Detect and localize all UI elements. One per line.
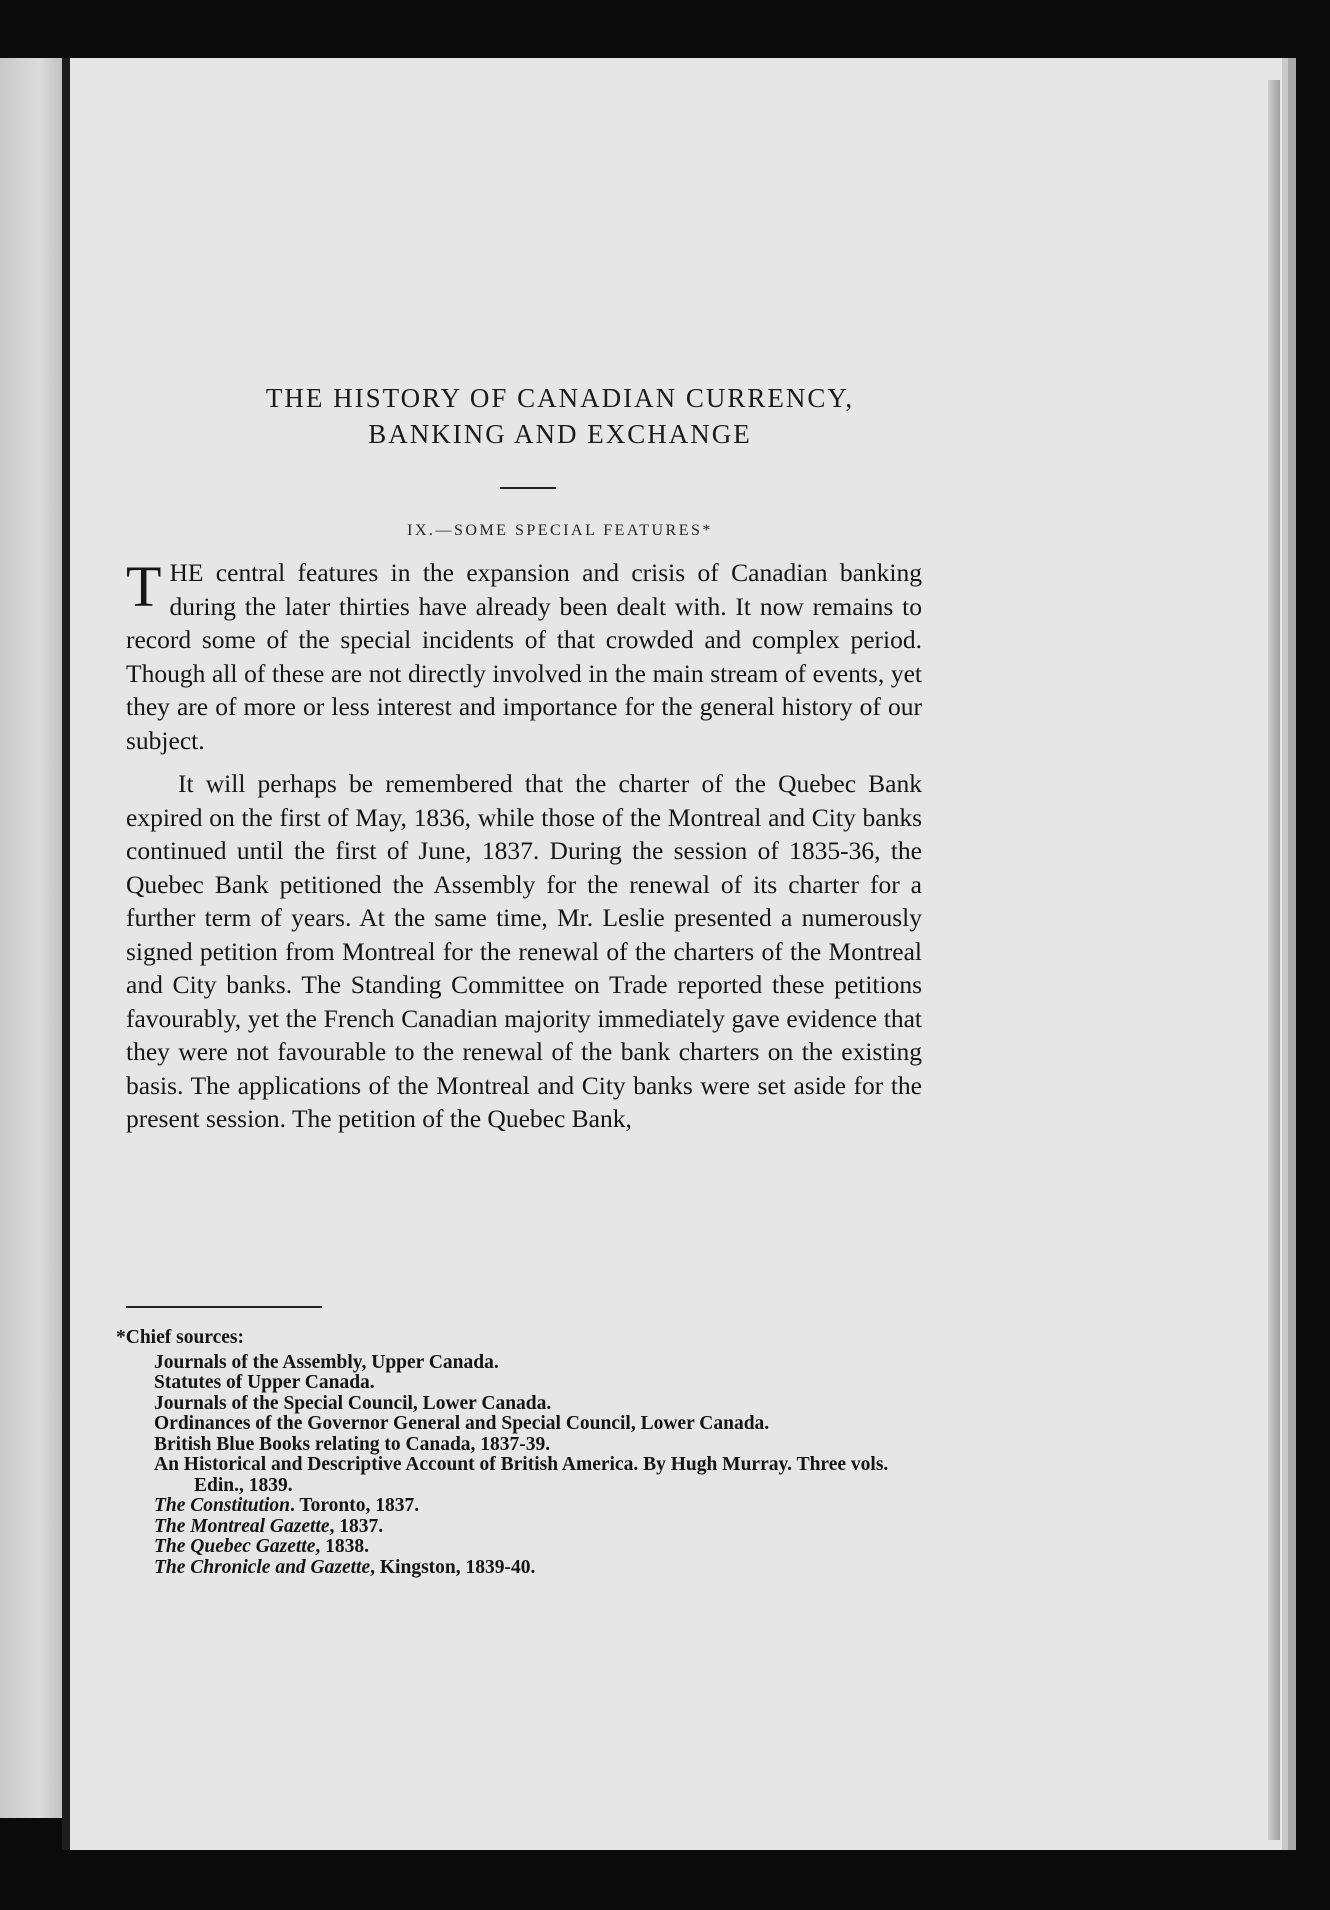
source-item: Statutes of Upper Canada. xyxy=(154,1372,375,1393)
paragraph-1 xyxy=(126,556,922,757)
page-edge-shadow xyxy=(1268,80,1280,1840)
source-item: Journals of the Assembly, Upper Canada. xyxy=(154,1351,499,1373)
source-item: An Historical and Descriptive Account of British America. By Hugh Murray. Three vols. Edin., 1839. xyxy=(154,1454,889,1496)
footnote-heading: *Chief sources: xyxy=(116,1327,244,1348)
drop-cap: T xyxy=(126,554,162,619)
source-item: British Blue Books relating to Canada, 1837-39. xyxy=(154,1433,551,1455)
section-heading: IX.—SOME SPECIAL FEATURES* xyxy=(407,522,713,539)
footnote-divider xyxy=(126,1306,322,1308)
footnotes xyxy=(116,1328,936,1578)
source-item: Ordinances of the Governor General and Special Council, Lower Canada. xyxy=(154,1413,770,1434)
body-text xyxy=(126,556,922,1146)
title-line-2: BANKING AND EXCHANGE xyxy=(368,419,752,449)
source-item: Journals of the Special Council, Lower Canada. xyxy=(154,1392,552,1414)
source-list xyxy=(116,1353,936,1579)
paragraph-2: It will perhaps be remembered that the charter of the Quebec Bank expired on the first of May, 1836, while those of the Montreal and City banks continued until the first of June, 1837. During the session of 1835-36, the Quebec Bank petitioned the Assembly for the renewal of its charter for a further term of years. At the same time, Mr. Leslie presented a numerously signed petition from Montreal for the renewal of the charters of the Montreal and City banks. The Standing Committee on Trade reported these petitions favourably, yet the French Canadian majority immediately gave evidence that they were not favourable to the renewal of the bank charters on the existing basis. The applications of the Montreal and City banks were set aside for the present session. The petition of the Quebec Bank, xyxy=(126,769,922,1133)
facing-page-edge xyxy=(0,58,66,1818)
source-item: The Quebec Gazette, 1838. xyxy=(154,1536,369,1557)
title-line-1: THE HISTORY OF CANADIAN CURRENCY, xyxy=(265,383,855,413)
paragraph-1-text: HE central features in the expansion and crisis of Canadian banking during the later thirties have already been dealt with. It now remains to record some of the special incidents of that crowded and complex period. Though all of these are not directly involved in the main stream of events, yet they are of more or less interest and importance for the general history of our subject. xyxy=(126,558,922,755)
title-divider xyxy=(500,487,556,489)
source-item: The Constitution. Toronto, 1837. xyxy=(154,1495,420,1516)
source-item: The Montreal Gazette, 1837. xyxy=(154,1515,384,1537)
source-item: The Chronicle and Gazette, Kingston, 1839-40. xyxy=(154,1556,536,1578)
page-title xyxy=(180,380,940,452)
